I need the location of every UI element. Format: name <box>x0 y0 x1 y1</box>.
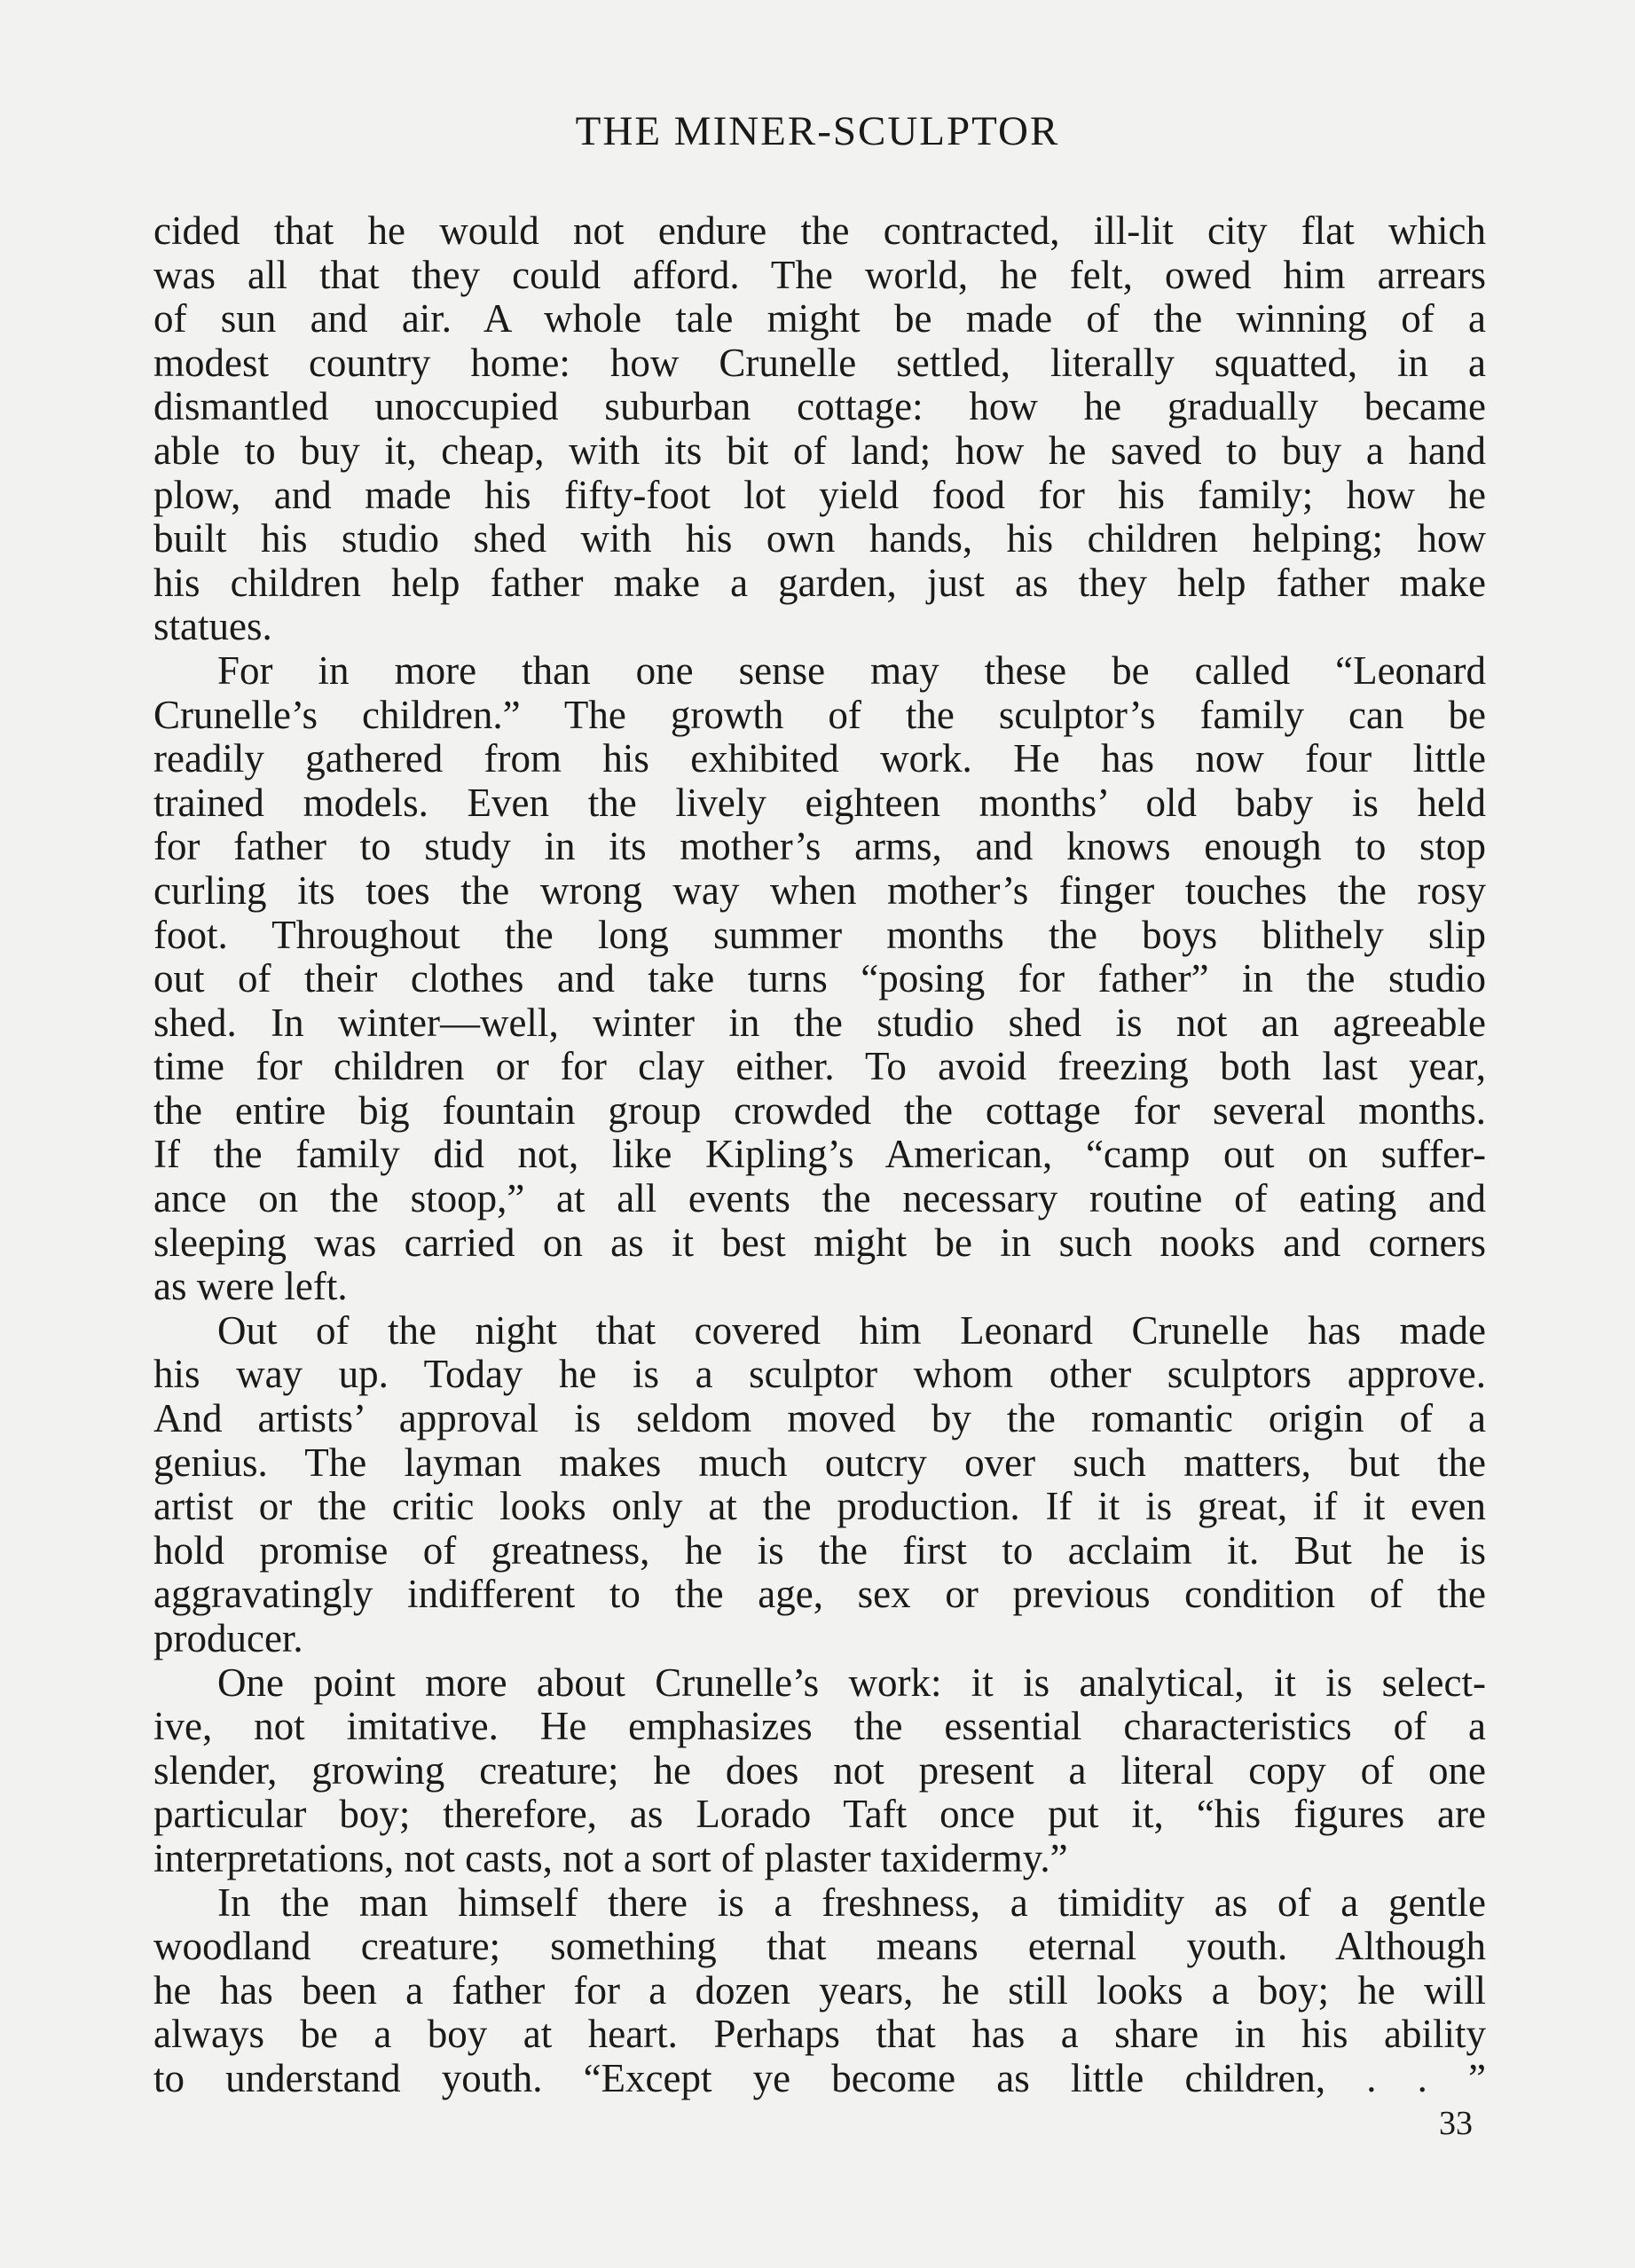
page-number: 33 <box>1439 2105 1473 2142</box>
text-line: curling its toes the wrong way when mother’s finger touches the rosy <box>153 868 1486 913</box>
text-line: aggravatingly indifferent to the age, sex or previous condition of the <box>153 1573 1486 1617</box>
body-text <box>153 209 1486 2101</box>
text-line: One point more about Crunelle’s work: it is analytical, it is select- <box>217 1660 1486 1705</box>
text-line: readily gathered from his exhibited work. He has now four little <box>153 737 1486 781</box>
text-line: cided that he would not endure the contracted, ill-lit city flat which <box>153 209 1486 253</box>
text-line: And artists’ approval is seldom moved by the romantic origin of a <box>153 1397 1486 1441</box>
text-line: Out of the night that covered him Leonard Crunelle has made <box>217 1308 1486 1353</box>
text-line: dismantled unoccupied suburban cottage: how he gradually became <box>153 385 1486 429</box>
text-line: producer. <box>153 1617 303 1660</box>
text-line: able to buy it, cheap, with its bit of land; how he saved to buy a hand <box>153 428 1486 473</box>
text-line: plow, and made his fifty-foot lot yield food for his family; how he <box>153 473 1486 517</box>
running-head: THE MINER-SCULPTOR <box>575 108 1060 154</box>
text-line: Crunelle’s children.” The growth of the sculptor’s family can be <box>153 693 1486 737</box>
text-line: of sun and air. A whole tale might be made of the winning of a <box>153 297 1486 341</box>
text-line: built his studio shed with his own hands, his children helping; how <box>153 517 1486 561</box>
text-line: time for children or for clay either. To avoid freezing both last year, <box>153 1045 1486 1089</box>
text-line: modest country home: how Crunelle settled, literally squatted, in a <box>153 341 1486 385</box>
text-line: ive, not imitative. He emphasizes the essential characteristics of a <box>153 1705 1486 1749</box>
text-line: always be a boy at heart. Perhaps that has a share in his ability <box>153 2013 1486 2057</box>
text-line: slender, growing creature; he does not present a literal copy of one <box>153 1748 1486 1793</box>
text-line: his children help father make a garden, just as they help father make <box>153 561 1486 605</box>
text-line: genius. The layman makes much outcry over such matters, but the <box>153 1440 1486 1485</box>
text-line: statues. <box>153 605 272 649</box>
text-line: the entire big fountain group crowded the cottage for several months. <box>153 1088 1486 1133</box>
text-line: foot. Throughout the long summer months the boys blithely slip <box>153 913 1486 957</box>
text-line: out of their clothes and take turns “posing for father” in the studio <box>153 957 1486 1001</box>
text-line: trained models. Even the lively eighteen months’ old baby is held <box>153 781 1486 825</box>
text-line: for father to study in its mother’s arms, and knows enough to stop <box>153 825 1486 869</box>
text-line: was all that they could afford. The world, he felt, owed him arrears <box>153 253 1486 297</box>
text-line: If the family did not, like Kipling’s American, “camp out on suffer- <box>153 1133 1486 1177</box>
text-line: his way up. Today he is a sculptor whom other sculptors approve. <box>153 1353 1486 1397</box>
text-line: In the man himself there is a freshness, a timidity as of a gentle <box>217 1880 1486 1925</box>
text-line: he has been a father for a dozen years, he still looks a boy; he will <box>153 1968 1486 2013</box>
text-line: particular boy; therefore, as Lorado Taft once put it, “his figures are <box>153 1793 1486 1837</box>
text-line: interpretations, not casts, not a sort of plaster taxidermy.” <box>153 1836 1068 1880</box>
text-line: For in more than one sense may these be called “Leonard <box>217 648 1486 693</box>
text-line: shed. In winter—well, winter in the studio shed is not an agreeable <box>153 1001 1486 1045</box>
text-line: sleeping was carried on as it best might be in such nooks and corners <box>153 1220 1486 1265</box>
text-line: artist or the critic looks only at the production. If it is great, if it even <box>153 1485 1486 1529</box>
text-line: to understand youth. “Except ye become as little children, . . ” <box>153 2056 1486 2100</box>
text-line: hold promise of greatness, he is the first to acclaim it. But he is <box>153 1528 1486 1573</box>
text-line: woodland creature; something that means eternal youth. Although <box>153 1925 1486 1969</box>
text-line: ance on the stoop,” at all events the necessary routine of eating and <box>153 1177 1486 1221</box>
text-line: as were left. <box>153 1265 348 1309</box>
